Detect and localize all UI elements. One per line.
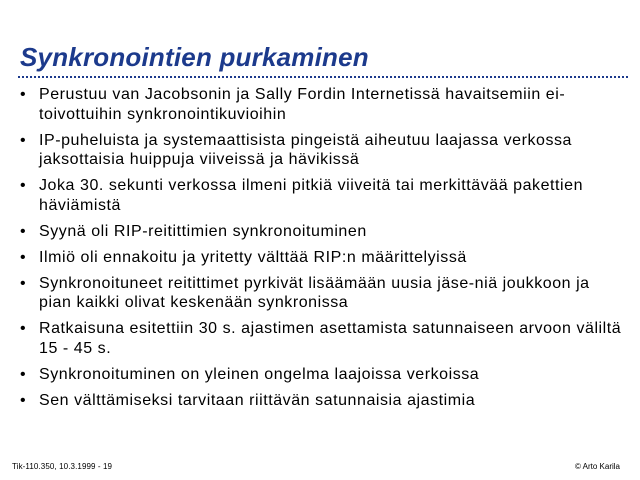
bullet-dot-icon: •: [20, 222, 27, 240]
bullet-list: [20, 85, 625, 417]
bullet-text: Sen välttämiseksi tarvitaan riittävän satunnaisia ajastimia: [39, 391, 476, 409]
bullet-text: Synkronoituminen on yleinen ongelma laajoissa verkoissa: [39, 365, 480, 383]
bullet-text: Joka 30. sekunti verkossa ilmeni pitkiä viiveitä tai merkittävää pakettien häviämistä: [39, 177, 584, 214]
bullet-dot-icon: •: [20, 86, 27, 103]
bullet-item: [20, 319, 625, 358]
bullet-dot-icon: •: [20, 177, 27, 194]
bullet-item: [20, 391, 625, 411]
bullet-text: Ilmiö oli ennakoitu ja yritetty välttää RIP:n määrittelyissä: [39, 248, 467, 266]
footer-course-info: Tik-110.350, 10.3.1999 - 19: [12, 462, 113, 471]
bullet-item: [20, 365, 625, 385]
bullet-text: Synkronoituneet reitittimet pyrkivät lisäämään uusia jäse-niä joukkoon ja pian kaikki olivat keskenään synkronissa: [39, 274, 590, 311]
bullet-item: [20, 274, 625, 313]
bullet-text: Syynä oli RIP-reitittimien synkronoituminen: [39, 222, 367, 240]
bullet-dot-icon: •: [20, 391, 27, 409]
bullet-item: [20, 248, 625, 268]
bullet-dot-icon: •: [20, 248, 27, 266]
bullet-dot-icon: •: [20, 320, 27, 337]
bullet-text: IP-puheluista ja systemaattisista pingeistä aiheutuu laajassa verkossa jaksottaisia huippuja viiveissä ja hävikissä: [39, 131, 572, 168]
bullet-dot-icon: •: [20, 274, 27, 292]
bullet-item: [20, 222, 625, 242]
slide-title: Synkronointien purkaminen: [20, 42, 369, 72]
bullet-dot-icon: •: [20, 131, 27, 149]
bullet-item: [20, 85, 625, 124]
bullet-dot-icon: •: [20, 365, 27, 383]
bullet-text: Ratkaisuna esitettiin 30 s. ajastimen asettamista satunnaiseen arvoon väliltä 15 - 45 s.: [39, 320, 622, 357]
footer-copyright: © Arto Karila: [574, 462, 620, 471]
bullet-text: Perustuu van Jacobsonin ja Sally Fordin Internetissä havaitsemiin ei-toivottuihin synkronointikuvioihin: [39, 86, 566, 123]
title-divider: [18, 76, 628, 78]
bullet-item: [20, 131, 625, 170]
bullet-item: [20, 176, 625, 215]
